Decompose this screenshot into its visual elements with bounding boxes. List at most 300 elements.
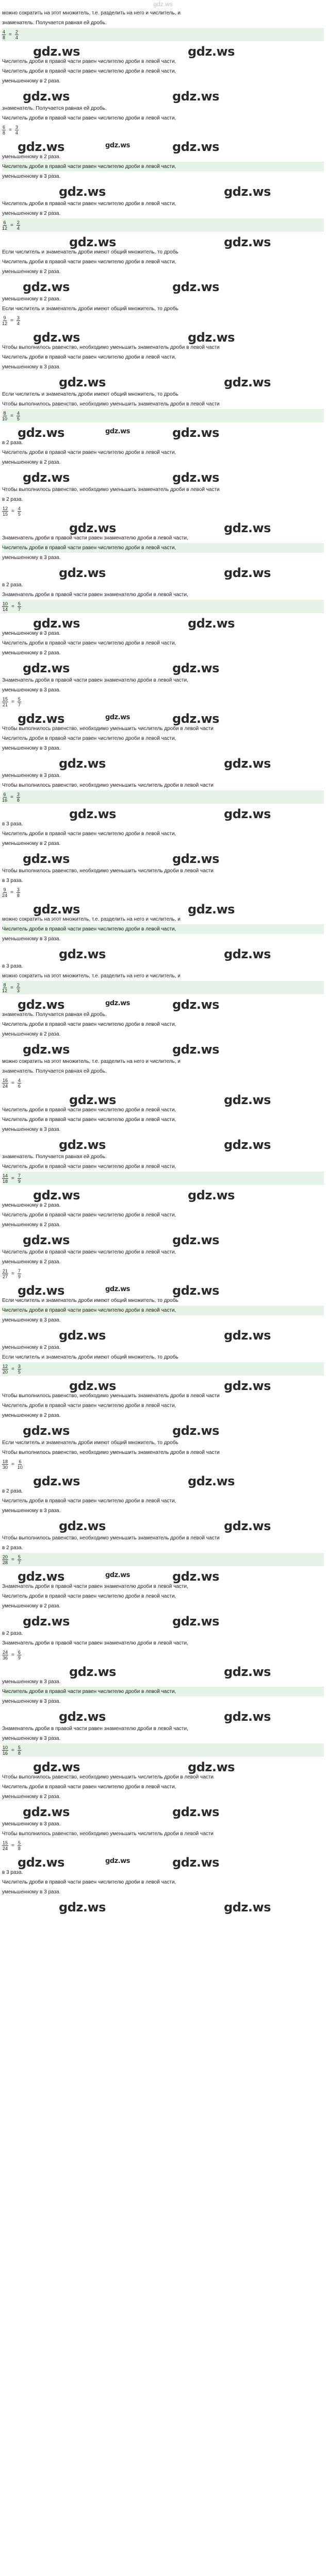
text-line: Числитель дроби в правой части равен числителю дроби в левой части, bbox=[2, 640, 176, 646]
watermark-logo: gdz.ws bbox=[23, 1042, 70, 1057]
watermark-row bbox=[2, 181, 324, 197]
watermark-logo: gdz.ws bbox=[23, 1614, 70, 1629]
text-line: уменьшенному в 2 раза. bbox=[2, 1031, 61, 1037]
watermark-logo: gdz.ws bbox=[59, 947, 106, 961]
fraction: $\frac{9}{24}$ bbox=[2, 887, 8, 898]
watermark-logo: gdz.ws bbox=[105, 142, 130, 149]
equals-sign: = bbox=[11, 1366, 14, 1372]
watermark-logo: gdz.ws bbox=[69, 1093, 116, 1107]
text-line: уменьшенному в 3 раза. bbox=[2, 1317, 61, 1323]
text-line: уменьшенному в 3 раза. bbox=[2, 631, 61, 636]
watermark-logo: gdz.ws bbox=[224, 1093, 271, 1107]
text-line: уменьшенному в 2 раза. bbox=[2, 1794, 61, 1800]
fraction: $\frac{10}{16}$ bbox=[3, 1744, 8, 1756]
watermark-logo: gdz.ws bbox=[23, 280, 70, 294]
text-line: Числитель дроби в правой части равен числителю дроби в левой части, bbox=[2, 1498, 176, 1504]
watermark-logo: gdz.ws bbox=[224, 521, 271, 535]
text-line: в 2 раза. bbox=[2, 1631, 23, 1636]
solution-block bbox=[2, 389, 324, 483]
text-line: в 3 раза. bbox=[2, 1870, 23, 1875]
solution-block bbox=[2, 294, 324, 387]
text-line: уменьшенному в 3 раза. bbox=[2, 936, 61, 942]
fraction-equation bbox=[2, 1458, 324, 1471]
fraction-equation bbox=[2, 1267, 324, 1280]
solution-block bbox=[2, 1438, 324, 1531]
watermark-logo: gdz.ws bbox=[18, 711, 64, 726]
watermark-logo: gdz.ws bbox=[33, 1760, 80, 1774]
equals-sign: = bbox=[10, 413, 13, 419]
watermark-logo: gdz.ws bbox=[224, 1665, 271, 1679]
fraction: $\frac{2}{4}$ bbox=[15, 29, 18, 40]
text-line: уменьшенному в 2 раза. bbox=[2, 1345, 61, 1350]
watermark-logo: gdz.ws bbox=[172, 89, 219, 104]
text-line: Числитель дроби в правой части равен числителю дроби в левой части, bbox=[2, 259, 176, 265]
watermark-logo: gdz.ws bbox=[172, 1233, 219, 1247]
watermark-logo: gdz.ws bbox=[224, 1379, 271, 1393]
fraction: $\frac{6}{12}$ bbox=[2, 219, 8, 231]
equals-sign: = bbox=[10, 985, 13, 991]
watermark-row bbox=[2, 1376, 324, 1391]
watermark-logo: gdz.ws bbox=[188, 902, 235, 917]
text-line: Числитель дроби в правой части равен числителю дроби в левой части, bbox=[2, 201, 176, 207]
solution-block bbox=[2, 675, 324, 769]
watermark-row bbox=[2, 613, 324, 629]
equals-sign: = bbox=[11, 1080, 14, 1086]
equals-sign: = bbox=[11, 699, 14, 705]
watermark-row bbox=[2, 232, 324, 247]
text-line: Чтобы выполнилось равенство, необходимо уменьшить знаменатель дроби в левой части bbox=[2, 345, 220, 350]
watermark-logo: gdz.ws bbox=[224, 1328, 271, 1343]
watermark-logo: gdz.ws bbox=[33, 1188, 80, 1202]
watermark-logo: gdz.ws bbox=[33, 44, 80, 59]
text-line: уменьшенному в 3 раза. bbox=[2, 1679, 61, 1685]
equals-sign: = bbox=[11, 1175, 14, 1181]
text-line: Числитель дроби в правой части равен числителю дроби в левой части, bbox=[2, 1306, 324, 1315]
watermark-logo: gdz.ws bbox=[69, 235, 116, 249]
text-line: Числитель дроби в правой части равен числителю дроби в левой части, bbox=[2, 59, 176, 64]
watermark-logo: gdz.ws bbox=[105, 428, 130, 435]
text-line: уменьшенному в 2 раза. bbox=[2, 1413, 61, 1418]
text-line: Числитель дроби в правой части равен числителю дроби в левой части, bbox=[2, 1594, 176, 1599]
text-line: уменьшенному в 2 раза. bbox=[2, 78, 61, 84]
fraction: $\frac{8}{10}$ bbox=[2, 410, 8, 421]
fraction: $\frac{12}{15}$ bbox=[3, 505, 8, 517]
text-line: Если числитель и знаменатель дроби имеют общий множитель, то дробь bbox=[2, 306, 178, 312]
watermark-logo: gdz.ws bbox=[172, 1283, 219, 1298]
text-line: Числитель дроби в правой части равен числителю дроби в левой части, bbox=[2, 1117, 176, 1123]
text-line: Чтобы выполнилось равенство, необходимо уменьшить числитель дроби в левой части bbox=[2, 726, 214, 732]
text-line: уменьшенному в 2 раза. bbox=[2, 211, 61, 216]
fraction: $\frac{5}{7}$ bbox=[18, 1554, 21, 1565]
watermark-row bbox=[2, 1611, 324, 1629]
text-line: Числитель дроби в правой части равен числителю дроби в левой части, bbox=[2, 354, 176, 360]
text-line: знаменатель. Получается равная ей дробь. bbox=[2, 106, 107, 111]
watermark-logo: gdz.ws bbox=[172, 852, 219, 866]
equals-sign: = bbox=[11, 1270, 14, 1277]
watermark-logo: gdz.ws bbox=[105, 1571, 130, 1579]
watermark-row bbox=[2, 899, 324, 917]
text-line: уменьшенному в 3 раза. bbox=[2, 1127, 61, 1132]
fraction: $\frac{4}{8}$ bbox=[3, 29, 6, 40]
solution-block bbox=[2, 771, 324, 864]
fraction-equation bbox=[2, 1839, 324, 1852]
watermark-row bbox=[2, 658, 324, 673]
watermark-row bbox=[2, 849, 324, 864]
text-line: Знаменатель дроби в правой части равен знаменателю дроби в левой части, bbox=[2, 1726, 188, 1732]
watermark-row bbox=[2, 327, 324, 343]
watermark-logo: gdz.ws bbox=[172, 140, 219, 154]
solution-block bbox=[2, 1629, 324, 1722]
text-line: уменьшенному в 2 раза. bbox=[2, 460, 61, 465]
text-line: Числитель дроби в правой части равен числителю дроби в левой части, bbox=[2, 1687, 324, 1697]
watermark-logo: gdz.ws bbox=[105, 714, 130, 721]
watermark-logo: gdz.ws bbox=[224, 375, 271, 389]
fraction-equation bbox=[2, 28, 324, 41]
text-line: Чтобы выполнилось равенство, необходимо уменьшить числитель дроби в левой части bbox=[2, 1774, 214, 1780]
fraction-equation bbox=[2, 695, 324, 708]
watermark-row bbox=[2, 1134, 324, 1150]
text-line: Чтобы выполнилось равенство, необходимо уменьшить знаменатель дроби в левой части bbox=[2, 401, 220, 407]
watermark-row bbox=[2, 1757, 324, 1772]
text-line: Числитель дроби в правой части равен числителю дроби в левой части, bbox=[2, 1784, 176, 1790]
watermark-row bbox=[2, 422, 324, 438]
fraction: $\frac{6}{9}$ bbox=[18, 1649, 21, 1660]
watermark-logo: gdz.ws bbox=[172, 280, 219, 294]
watermark-logo: gdz.ws bbox=[33, 616, 80, 631]
fraction-equation bbox=[2, 1362, 324, 1376]
text-line: уменьшенному в 2 раза. bbox=[2, 841, 61, 846]
watermark-row bbox=[2, 1471, 324, 1486]
watermark-row bbox=[2, 137, 324, 152]
text-line: уменьшенному в 3 раза. bbox=[2, 174, 61, 179]
fraction-equation bbox=[2, 790, 324, 804]
watermark-logo: gdz.ws bbox=[172, 470, 219, 485]
text-line: Числитель дроби в правой части равен числителю дроби в левой части, bbox=[2, 1879, 176, 1885]
fraction-equation bbox=[2, 409, 324, 422]
solution-block bbox=[2, 1533, 324, 1629]
watermark-row bbox=[2, 994, 324, 1010]
watermark-logo: gdz.ws bbox=[172, 711, 219, 726]
watermark-logo: gdz.ws bbox=[172, 1423, 219, 1438]
fraction: $\frac{5}{7}$ bbox=[18, 601, 21, 612]
fraction: $\frac{6}{16}$ bbox=[2, 791, 8, 803]
watermark-logo: gdz.ws bbox=[23, 470, 70, 485]
text-line: Числитель дроби в правой части равен числителю дроби в левой части, bbox=[2, 1249, 176, 1255]
fraction: $\frac{4}{6}$ bbox=[18, 1077, 21, 1089]
text-line: знаменатель. Получается равная ей дробь. bbox=[2, 1069, 107, 1074]
watermark-logo: gdz.ws bbox=[188, 616, 235, 631]
text-line: уменьшенному в 3 раза. bbox=[2, 555, 61, 561]
equals-sign: = bbox=[9, 127, 12, 133]
fraction-equation bbox=[2, 886, 324, 899]
text-line: уменьшенному в 3 раза. bbox=[2, 687, 61, 693]
text-line: Числитель дроби в правой части равен числителю дроби в левой части, bbox=[2, 69, 176, 74]
fraction-equation bbox=[2, 1553, 324, 1566]
fraction: $\frac{12}{20}$ bbox=[3, 1363, 8, 1375]
text-line: Если числитель и знаменатель дроби имеют общий множитель, то дробь bbox=[2, 392, 178, 397]
text-line: Числитель дроби в правой части равен числителю дроби в левой части, bbox=[2, 1164, 176, 1170]
text-line: Чтобы выполнилось равенство, необходимо уменьшить числитель дроби в левой части bbox=[2, 868, 214, 874]
fraction-equation bbox=[2, 600, 324, 613]
text-line: Числитель дроби в правой части равен числителю дроби в левой части, bbox=[2, 924, 324, 934]
solution-block bbox=[2, 8, 324, 104]
text-line: Числитель дроби в правой части равен числителю дроби в левой части, bbox=[2, 1022, 176, 1027]
watermark-row bbox=[2, 86, 324, 104]
watermark-row bbox=[2, 518, 324, 533]
watermark-logo: gdz.ws bbox=[69, 1665, 116, 1679]
watermark-logo: gdz.ws bbox=[105, 999, 130, 1007]
text-line: можно сократить на этот множитель, т.е. разделить на него и числитель, и bbox=[2, 973, 181, 979]
solution-block bbox=[2, 961, 324, 1055]
watermark-logo: gdz.ws bbox=[23, 89, 70, 104]
watermark-row bbox=[2, 372, 324, 387]
text-line: Числитель дроби в правой части равен числителю дроби в левой части, bbox=[2, 1212, 176, 1218]
text-line: уменьшенному в 3 раза. bbox=[2, 364, 61, 370]
fraction: $\frac{4}{5}$ bbox=[18, 505, 21, 517]
text-line: Чтобы выполнилось равенство, необходимо уменьшить знаменатель дроби в левой части bbox=[2, 1393, 220, 1399]
text-line: Числитель дроби в правой части равен числителю дроби в левой части, bbox=[2, 162, 324, 172]
text-line: Если числитель и знаменатель дроби имеют общий множитель, то дробь bbox=[2, 1440, 178, 1446]
text-line: уменьшенному в 2 раза. bbox=[2, 269, 61, 275]
fraction: $\frac{2}{3}$ bbox=[17, 982, 20, 993]
text-line: уменьшенному в 3 раза. bbox=[2, 745, 61, 751]
watermark-logo: gdz.ws bbox=[172, 426, 219, 440]
fraction: $\frac{15}{21}$ bbox=[3, 696, 8, 707]
watermark-logo: gdz.ws bbox=[224, 947, 271, 961]
text-line: знаменатель. Получается равная ей дробь. bbox=[2, 1012, 107, 1018]
fraction: $\frac{2}{4}$ bbox=[17, 219, 20, 231]
fraction: $\frac{5}{8}$ bbox=[18, 1840, 21, 1851]
watermark-logo: gdz.ws bbox=[188, 1188, 235, 1202]
watermark-row bbox=[2, 1280, 324, 1296]
text-line: Знаменатель дроби в правой части равен знаменателю дроби в левой части, bbox=[2, 1584, 188, 1589]
watermark-logo: gdz.ws bbox=[224, 184, 271, 199]
fraction-equation bbox=[2, 1743, 324, 1757]
watermark-logo: gdz.ws bbox=[59, 756, 106, 771]
text-line: Числитель дроби в правой части равен числителю дроби в левой части, bbox=[2, 450, 176, 455]
fraction: $\frac{3}{4}$ bbox=[15, 124, 18, 135]
watermark-row bbox=[2, 1516, 324, 1531]
text-line: Числитель дроби в правой части равен числителю дроби в левой части, bbox=[2, 736, 176, 741]
solution-block bbox=[2, 1057, 324, 1150]
solution-block bbox=[2, 1152, 324, 1245]
watermark-logo: gdz.ws bbox=[105, 1857, 130, 1865]
watermark-row bbox=[2, 277, 324, 292]
text-line: в 3 раза. bbox=[2, 878, 23, 884]
fraction: $\frac{8}{12}$ bbox=[2, 982, 8, 993]
watermark-logo: gdz.ws bbox=[105, 1285, 130, 1293]
solution-block bbox=[2, 1343, 324, 1436]
text-line: можно сократить на этот множитель, т.е. разделить на него и числитель, и bbox=[2, 917, 181, 922]
text-line: уменьшенному в 3 раза. bbox=[2, 1736, 61, 1741]
solution-block bbox=[2, 104, 324, 197]
watermark-logo: gdz.ws bbox=[188, 1760, 235, 1774]
text-line: знаменатель. Получается равная ей дробь. bbox=[2, 1154, 107, 1160]
equals-sign: = bbox=[10, 889, 13, 895]
text-line: уменьшенному в 3 раза. bbox=[2, 1821, 61, 1827]
fraction: $\frac{7}{9}$ bbox=[18, 1268, 21, 1279]
fraction: $\frac{9}{12}$ bbox=[2, 315, 8, 326]
text-line: уменьшенному в 3 раза. bbox=[2, 1699, 61, 1704]
text-line: уменьшенному в 3 раза. bbox=[2, 1508, 61, 1514]
fraction-equation bbox=[2, 1172, 324, 1185]
watermark-logo: gdz.ws bbox=[188, 330, 235, 345]
text-line: можно сократить на этот множитель, т.е. разделить на него и числитель, и bbox=[2, 10, 181, 16]
watermark-row bbox=[2, 944, 324, 959]
text-line: в 2 раза. bbox=[2, 1488, 23, 1494]
fraction-equation bbox=[2, 123, 324, 137]
watermark-row bbox=[2, 753, 324, 769]
watermark-row bbox=[2, 1039, 324, 1055]
watermark-logo: gdz.ws bbox=[18, 1283, 64, 1298]
text-line: в 2 раза. bbox=[2, 497, 23, 502]
text-line: Знаменатель дроби в правой части равен знаменателю дроби в левой части, bbox=[2, 535, 188, 541]
text-line: уменьшенному в 2 раза. bbox=[2, 650, 61, 656]
equals-sign: = bbox=[10, 317, 13, 324]
watermark-logo: gdz.ws bbox=[59, 566, 106, 580]
text-line: Числитель дроби в правой части равен числителю дроби в левой части, bbox=[2, 1107, 176, 1113]
watermark-row bbox=[2, 1662, 324, 1677]
watermark-row bbox=[2, 1090, 324, 1105]
equals-sign: = bbox=[9, 31, 12, 38]
watermark-logo: gdz.ws bbox=[33, 902, 80, 917]
fraction: $\frac{14}{18}$ bbox=[3, 1173, 8, 1184]
solution-block bbox=[2, 580, 324, 673]
watermark-row bbox=[2, 1325, 324, 1341]
fraction-equation bbox=[2, 1648, 324, 1662]
equals-sign: = bbox=[11, 603, 14, 609]
solution-block bbox=[2, 866, 324, 959]
text-line: Знаменатель дроби в правой части равен знаменателю дроби в левой части, bbox=[2, 592, 188, 598]
fraction-equation bbox=[2, 218, 324, 232]
fraction: $\frac{21}{27}$ bbox=[3, 1268, 8, 1279]
text-line: знаменатель. Получается равная ей дробь. bbox=[2, 20, 107, 26]
text-line: уменьшенному в 3 раза. bbox=[2, 773, 61, 778]
watermark-row bbox=[2, 1185, 324, 1200]
watermark-row bbox=[2, 1852, 324, 1868]
text-line: в 2 раза. bbox=[2, 440, 23, 446]
equals-sign: = bbox=[10, 222, 13, 228]
fraction: $\frac{6}{8}$ bbox=[3, 124, 6, 135]
fraction-equation bbox=[2, 1076, 324, 1090]
watermark-logo: gdz.ws bbox=[224, 1519, 271, 1533]
watermark-logo: gdz.ws bbox=[224, 1709, 271, 1724]
text-line: Если числитель и знаменатель дроби имеют общий множитель, то дробь bbox=[2, 249, 178, 255]
watermark-logo: gdz.ws bbox=[23, 1233, 70, 1247]
watermark-logo: gdz.ws bbox=[18, 1855, 64, 1870]
equals-sign: = bbox=[11, 1461, 14, 1467]
watermark-row bbox=[2, 708, 324, 724]
fraction: $\frac{7}{9}$ bbox=[18, 1173, 21, 1184]
text-line: Чтобы выполнилось равенство, необходимо уменьшить знаменатель дроби в левой части bbox=[2, 1535, 220, 1541]
text-line: уменьшенному в 2 раза. bbox=[2, 154, 61, 160]
fraction: $\frac{15}{24}$ bbox=[3, 1840, 8, 1851]
watermark-logo: gdz.ws bbox=[224, 1138, 271, 1152]
watermark-logo: gdz.ws bbox=[172, 1805, 219, 1819]
watermark-logo: gdz.ws bbox=[188, 44, 235, 59]
text-line: уменьшенному в 3 раза. bbox=[2, 1889, 61, 1895]
equals-sign: = bbox=[11, 1842, 14, 1849]
text-line: в 3 раза. bbox=[2, 821, 23, 827]
fraction: $\frac{18}{30}$ bbox=[3, 1459, 8, 1470]
watermark-logo: gdz.ws bbox=[172, 661, 219, 675]
watermark-logo: gdz.ws bbox=[224, 235, 271, 249]
watermark-logo: gdz.ws bbox=[18, 140, 64, 154]
fraction: $\frac{3}{8}$ bbox=[17, 887, 20, 898]
watermark-logo: gdz.ws bbox=[18, 997, 64, 1012]
watermark-logo: gdz.ws bbox=[172, 1614, 219, 1629]
fraction: $\frac{10}{14}$ bbox=[3, 601, 8, 612]
watermark-row bbox=[2, 1230, 324, 1245]
site-logo: gdz.ws bbox=[153, 1, 173, 8]
watermark-logo: gdz.ws bbox=[224, 1900, 271, 1914]
watermark-logo: gdz.ws bbox=[172, 1569, 219, 1584]
text-line: уменьшенному в 2 раза. bbox=[2, 1603, 61, 1609]
equals-sign: = bbox=[11, 1747, 14, 1753]
solution-block bbox=[2, 199, 324, 292]
text-line: Числитель дроби в правой части равен числителю дроби в левой части, bbox=[2, 831, 176, 837]
text-line: Числитель дроби в правой части равен числителю дроби в левой части, bbox=[2, 543, 324, 553]
fraction: $\frac{5}{7}$ bbox=[18, 696, 21, 707]
text-line: в 2 раза. bbox=[2, 582, 23, 588]
fraction-equation bbox=[2, 504, 324, 518]
equals-sign: = bbox=[11, 508, 14, 514]
text-line: Чтобы выполнилось равенство, необходимо уменьшить знаменатель дроби в левой части bbox=[2, 1450, 220, 1455]
text-line: уменьшенному в 2 раза. bbox=[2, 1259, 61, 1265]
watermark-row bbox=[2, 804, 324, 819]
watermark-logo: gdz.ws bbox=[23, 852, 70, 866]
watermark-logo: gdz.ws bbox=[59, 1900, 106, 1914]
watermark-logo: gdz.ws bbox=[172, 1042, 219, 1057]
fraction: $\frac{20}{28}$ bbox=[3, 1554, 8, 1565]
text-line: в 2 раза. bbox=[2, 1545, 23, 1551]
watermark-row bbox=[2, 1897, 324, 1912]
watermark-row bbox=[2, 1802, 324, 1817]
watermark-logo: gdz.ws bbox=[224, 566, 271, 580]
fraction: $\frac{3}{8}$ bbox=[17, 791, 20, 803]
watermark-logo: gdz.ws bbox=[69, 521, 116, 535]
watermark-logo: gdz.ws bbox=[33, 1474, 80, 1488]
text-line: Знаменатель дроби в правой части равен знаменателю дроби в левой части, bbox=[2, 1640, 188, 1646]
watermark-logo: gdz.ws bbox=[18, 426, 64, 440]
text-line: Чтобы выполнилось равенство, необходимо уменьшить знаменатель дроби в левой части bbox=[2, 487, 220, 493]
solution-block bbox=[2, 485, 324, 578]
fraction: $\frac{3}{4}$ bbox=[17, 315, 20, 326]
watermark-logo: gdz.ws bbox=[59, 1328, 106, 1343]
watermark-logo: gdz.ws bbox=[172, 997, 219, 1012]
watermark-logo: gdz.ws bbox=[188, 1474, 235, 1488]
watermark-logo: gdz.ws bbox=[59, 375, 106, 389]
fraction: $\frac{16}{24}$ bbox=[3, 1077, 8, 1089]
text-line: уменьшенному в 2 раза. bbox=[2, 296, 61, 302]
watermark-row bbox=[2, 1566, 324, 1582]
fraction: $\frac{4}{5}$ bbox=[17, 410, 20, 421]
solution-block bbox=[2, 1724, 324, 1817]
watermark-logo: gdz.ws bbox=[59, 1138, 106, 1152]
solution-block bbox=[2, 1247, 324, 1341]
watermark-row bbox=[2, 1420, 324, 1436]
watermark-row bbox=[2, 467, 324, 483]
watermark-logo: gdz.ws bbox=[23, 1805, 70, 1819]
text-line: уменьшенному в 2 раза. bbox=[2, 1202, 61, 1208]
text-line: уменьшенному в 2 раза. bbox=[2, 1222, 61, 1228]
watermark-logo: gdz.ws bbox=[69, 1379, 116, 1393]
watermark-logo: gdz.ws bbox=[69, 807, 116, 821]
watermark-logo: gdz.ws bbox=[224, 807, 271, 821]
text-line: можно сократить на этот множитель, т.е. разделить на него и числитель, и bbox=[2, 1059, 181, 1064]
watermark-logo: gdz.ws bbox=[23, 661, 70, 675]
watermark-logo: gdz.ws bbox=[59, 1519, 106, 1533]
